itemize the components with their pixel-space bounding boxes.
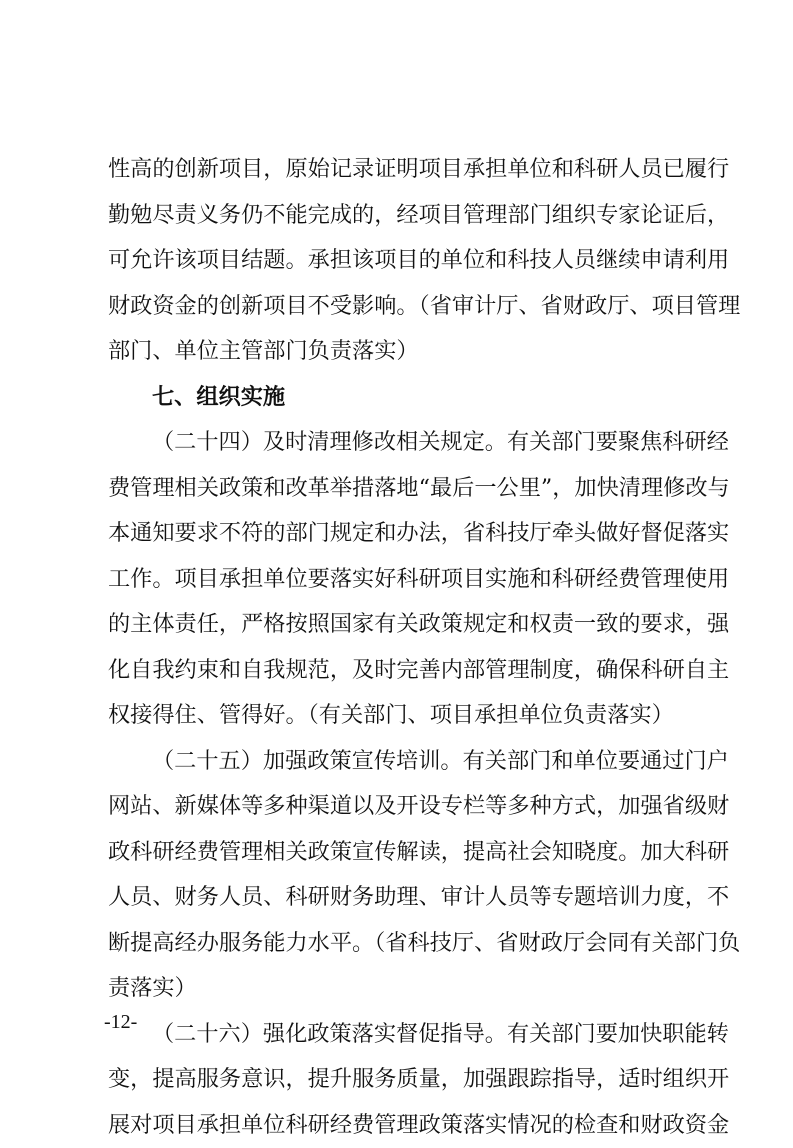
- paragraph-24-line: 费管理相关政策和改革举措落地“最后一公里”，加快清理修改与: [108, 466, 693, 512]
- paragraph-24-line: 化自我约束和自我规范，及时完善内部管理制度，确保科研自主: [108, 648, 693, 694]
- paragraph-25-line: 网站、新媒体等多种渠道以及开设专栏等多种方式，加强省级财: [108, 784, 693, 830]
- text-line: 可允许该项目结题。承担该项目的单位和科技人员继续申请利用: [108, 238, 693, 284]
- paragraph-26-line: （二十六）强化政策落实督促指导。有关部门要加快职能转: [108, 1012, 693, 1058]
- section-heading: 七、组织实施: [108, 375, 693, 421]
- paragraph-25-line: 人员、财务人员、科研财务助理、审计人员等专题培训力度，不: [108, 875, 693, 921]
- paragraph-25-line: 责落实）: [108, 966, 693, 1012]
- page-number: -12-: [104, 1011, 137, 1034]
- paragraph-25-line: 断提高经办服务能力水平。（省科技厅、省财政厅会同有关部门负: [108, 921, 693, 967]
- text-line: 财政资金的创新项目不受影响。（省审计厅、省财政厅、项目管理: [108, 284, 693, 330]
- paragraph-24-line: 权接得住、管得好。（有关部门、项目承担单位负责落实）: [108, 693, 693, 739]
- text-line: 性高的创新项目，原始记录证明项目承担单位和科研人员已履行: [108, 147, 693, 193]
- paragraph-24-line: 的主体责任，严格按照国家有关政策规定和权责一致的要求，强: [108, 602, 693, 648]
- text-line: 部门、单位主管部门负责落实）: [108, 329, 693, 375]
- paragraph-24-line: （二十四）及时清理修改相关规定。有关部门要聚焦科研经: [108, 420, 693, 466]
- paragraph-24-line: 工作。项目承担单位要落实好科研项目实施和科研经费管理使用: [108, 557, 693, 603]
- paragraph-25-line: 政科研经费管理相关政策宣传解读，提高社会知晓度。加大科研: [108, 830, 693, 876]
- text-line: 勤勉尽责义务仍不能完成的，经项目管理部门组织专家论证后，: [108, 193, 693, 239]
- paragraph-24-line: 本通知要求不符的部门规定和办法，省科技厅牵头做好督促落实: [108, 511, 693, 557]
- paragraph-26-line: 变，提高服务意识，提升服务质量，加强跟踪指导，适时组织开: [108, 1057, 693, 1103]
- paragraph-26-line: 展对项目承担单位科研经费管理政策落实情况的检查和财政资金: [108, 1103, 693, 1148]
- document-body: [108, 147, 693, 1148]
- paragraph-25-line: （二十五）加强政策宣传培训。有关部门和单位要通过门户: [108, 739, 693, 785]
